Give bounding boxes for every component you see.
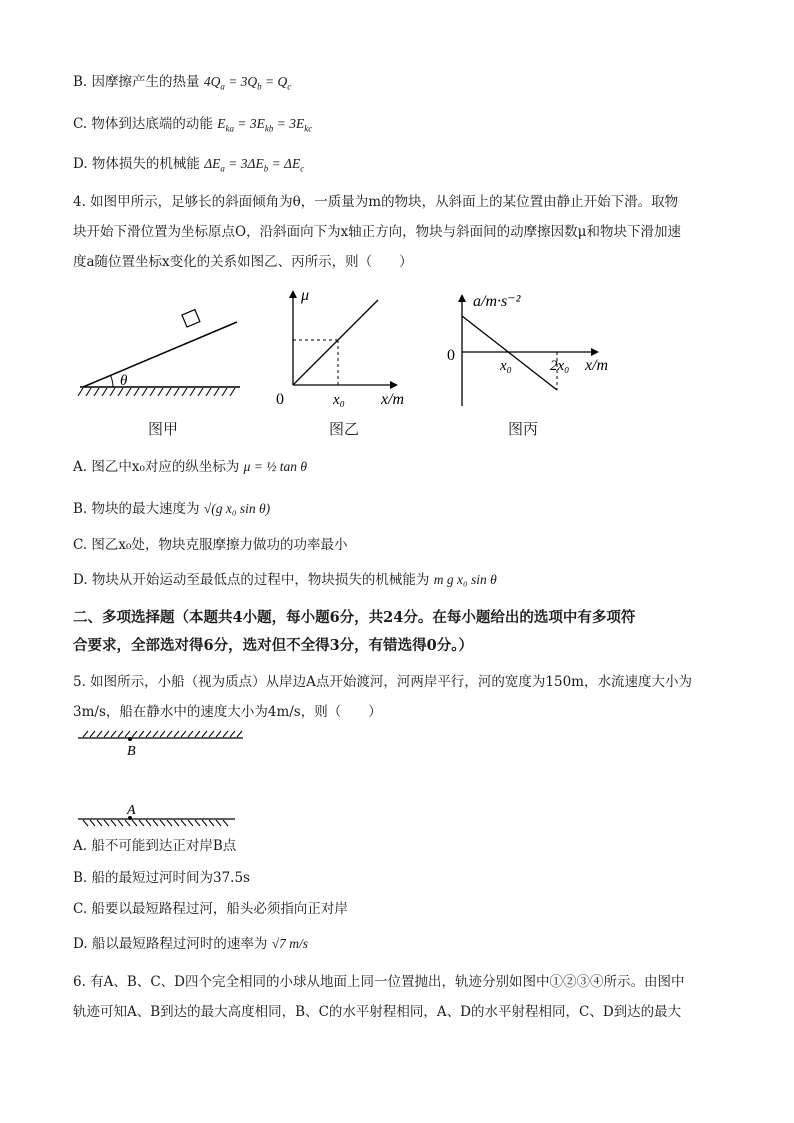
q5-label-b: B <box>127 744 136 759</box>
fig-yi-origin: 0 <box>276 391 284 408</box>
q5-river-figure <box>75 728 250 828</box>
q5-option-d <box>73 934 308 954</box>
q3-option-c <box>73 114 312 139</box>
fig-jia-caption: 图甲 <box>148 420 179 438</box>
q3-option-d-label: D. 物体损失的机械能 <box>73 156 200 172</box>
q3-option-b <box>73 72 291 97</box>
q4-option-d-formula: m g x₀ sin θ <box>433 572 497 587</box>
fig-bing-caption: 图丙 <box>508 420 539 438</box>
q4-option-a-label: A. 图乙中x₀对应的纵坐标为 <box>73 459 240 475</box>
fig-jia-incline <box>75 305 245 400</box>
fig-yi-xlabel: x/m <box>381 391 405 408</box>
fig-bing-ylabel: a/m·s⁻² <box>473 293 521 310</box>
q4-option-a-formula: μ = ½ tan θ <box>243 459 308 474</box>
q4-option-d-label: D. 物块从开始运动至最低点的过程中，物块损失的机械能为 <box>73 572 430 588</box>
fig-yi-graph <box>268 280 428 415</box>
fig-yi-tick-x0: x₀ <box>333 392 345 408</box>
q5-option-a: A. 船不可能到达正对岸B点 <box>73 838 237 854</box>
q5-stem-line1: 5. 如图所示，小船（视为质点）从岸边A点开始渡河，河两岸平行，河的宽度为150m，水流速度大小为 <box>73 674 692 690</box>
q6-stem-line1: 6. 有A、B、C、D四个完全相同的小球从地面上同一位置抛出，轨迹分别如图中①②③④所示。由图中 <box>73 974 685 990</box>
q3-option-c-formula: $E_{ka} = 3E_{kb} = 3E_{kc}$ <box>217 116 313 134</box>
fig-bing-graph <box>445 284 625 414</box>
q3-option-d <box>73 154 304 179</box>
q4-option-b-formula: √(g x₀ sin θ) <box>203 501 271 516</box>
q5-label-a: A <box>127 803 136 818</box>
q4-stem-line2: 块开始下滑位置为坐标原点O，沿斜面向下为x轴正方向，物块与斜面间的动摩擦因数μ和物块下滑加速 <box>73 224 681 240</box>
fig-bing-origin: 0 <box>447 347 455 364</box>
q4-stem-line3: 度a随位置坐标x变化的关系如图乙、丙所示，则（ ） <box>73 254 413 270</box>
fig-yi-ylabel: μ <box>301 287 310 304</box>
q5-option-d-formula: √7 m/s <box>271 936 309 951</box>
fig-bing-tick-x0: x₀ <box>500 358 512 374</box>
section2-heading-line1: 二、多项选择题（本题共4小题，每小题6分，共24分。在每小题给出的选项中有多项符 <box>73 609 636 626</box>
fig-yi-caption: 图乙 <box>329 420 360 438</box>
q3-option-b-formula: $4Q_a = 3Q_b = Q_c$ <box>203 74 292 92</box>
q4-option-b <box>73 499 270 519</box>
q5-option-d-label: D. 船以最短路程过河时的速率为 <box>73 936 268 952</box>
q4-option-a <box>73 457 307 477</box>
fig-jia-angle-label: θ <box>120 373 128 389</box>
q3-option-d-formula: $\Delta E_a = 3\Delta E_b = \Delta E_c$ <box>204 156 305 174</box>
q5-stem-line2: 3m/s，船在静水中的速度大小为4m/s，则（ ） <box>73 704 382 720</box>
section2-heading-line2: 合要求，全部选对得6分，选对但不全得3分，有错选得0分。） <box>73 637 474 654</box>
q4-option-c: C. 图乙x₀处，物块克服摩擦力做功的功率最小 <box>73 537 348 553</box>
q6-stem-line2: 轨迹可知A、B到达的最大高度相同，B、C的水平射程相同，A、D的水平射程相同，C、D到达的最大 <box>73 1004 682 1020</box>
q4-option-b-label: B. 物块的最大速度为 <box>73 501 200 517</box>
q5-option-b: B. 船的最短过河时间为37.5s <box>73 870 250 886</box>
q3-option-b-label: B. 因摩擦产生的热量 <box>73 74 200 90</box>
q5-option-c: C. 船要以最短路程过河，船头必须指向正对岸 <box>73 901 348 917</box>
q3-option-c-label: C. 物体到达底端的动能 <box>73 116 213 132</box>
q4-stem-line1: 4. 如图甲所示，足够长的斜面倾角为θ，一质量为m的物块，从斜面上的某位置由静止开始下滑。取物 <box>73 194 679 210</box>
fig-bing-xlabel: x/m <box>585 357 609 374</box>
q4-option-d <box>73 570 497 590</box>
fig-bing-tick-2x0: 2x₀ <box>550 358 570 374</box>
